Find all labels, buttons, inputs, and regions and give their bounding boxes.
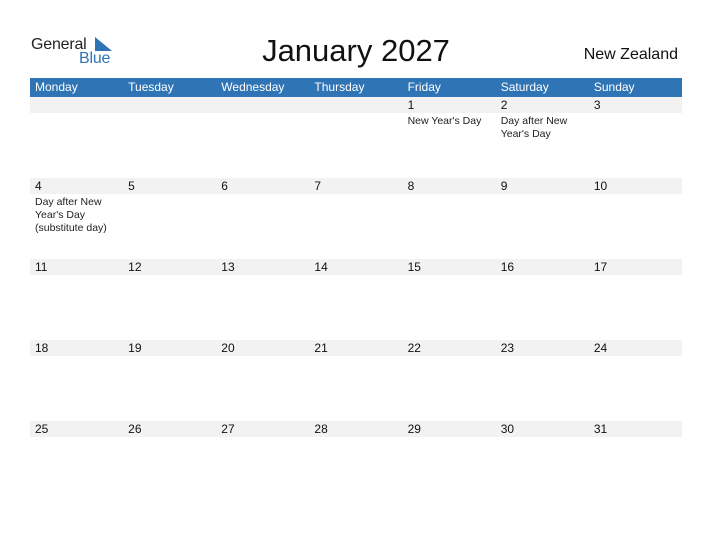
holiday-label: [216, 113, 309, 115]
holiday-label: [589, 113, 682, 115]
day-number: 16: [496, 259, 589, 275]
weekday-saturday: Saturday: [500, 80, 549, 94]
weekday-thursday: Thursday: [314, 80, 365, 94]
day-cell: [216, 259, 309, 340]
day-cell: [403, 421, 496, 502]
holiday-label: [30, 275, 123, 277]
week-row: [30, 259, 682, 340]
week-row: [30, 421, 682, 502]
day-cell: [309, 340, 402, 421]
day-cell: [589, 421, 682, 502]
day-number: 4: [30, 178, 123, 194]
weekday-tuesday: Tuesday: [128, 80, 174, 94]
week-row: [30, 178, 682, 259]
day-number: 28: [309, 421, 402, 437]
day-cell: [216, 421, 309, 502]
day-cell: [403, 97, 496, 178]
day-number: 7: [309, 178, 402, 194]
holiday-label: [216, 356, 309, 358]
day-number: 10: [589, 178, 682, 194]
day-cell: [123, 340, 216, 421]
week-row: [30, 340, 682, 421]
day-cell: [403, 259, 496, 340]
day-cell: [30, 259, 123, 340]
holiday-label: [123, 275, 216, 277]
day-cell: [216, 340, 309, 421]
day-cell: [589, 97, 682, 178]
day-number: 23: [496, 340, 589, 356]
day-cell: [216, 97, 309, 178]
weekday-sunday: Sunday: [593, 80, 635, 94]
weekday-wednesday: Wednesday: [221, 80, 285, 94]
holiday-label: [589, 194, 682, 196]
day-cell: [589, 340, 682, 421]
holiday-label: [123, 437, 216, 439]
day-cell: [123, 421, 216, 502]
day-number: 5: [123, 178, 216, 194]
weekday-header: [30, 78, 682, 97]
day-number: 21: [309, 340, 402, 356]
day-cell: [123, 259, 216, 340]
day-number: 29: [403, 421, 496, 437]
day-cell: [123, 178, 216, 259]
day-cell: [403, 178, 496, 259]
holiday-label: [123, 194, 216, 196]
day-number: 11: [30, 259, 123, 275]
weeks-container: [30, 97, 682, 502]
holiday-label: [30, 113, 123, 115]
country-name: New Zealand: [583, 46, 678, 63]
holiday-label: [403, 437, 496, 439]
holiday-label: [589, 275, 682, 277]
day-number: [123, 97, 216, 113]
day-number: 1: [403, 97, 496, 113]
day-cell: [496, 340, 589, 421]
month-calendar: [30, 78, 682, 502]
day-number: 31: [589, 421, 682, 437]
day-cell: [309, 97, 402, 178]
day-number: 8: [403, 178, 496, 194]
holiday-label: Day after New Year's Day (substitute day): [35, 196, 107, 234]
holiday-label: [309, 437, 402, 439]
day-cell: [589, 259, 682, 340]
day-cell: [589, 178, 682, 259]
day-number: [30, 97, 123, 113]
holiday-label: [403, 275, 496, 277]
holiday-label: New Year's Day: [407, 115, 482, 127]
holiday-label: [403, 356, 496, 358]
holiday-label: [589, 437, 682, 439]
holiday-label: Day after New Year's Day: [500, 115, 568, 140]
day-number: 30: [496, 421, 589, 437]
holiday-label: [589, 356, 682, 358]
day-cell: [123, 97, 216, 178]
day-number: 6: [216, 178, 309, 194]
day-cell: [309, 259, 402, 340]
holiday-label: [123, 356, 216, 358]
day-cell: [403, 340, 496, 421]
day-number: 17: [589, 259, 682, 275]
day-number: 2: [496, 97, 589, 113]
day-number: 27: [216, 421, 309, 437]
day-number: 22: [403, 340, 496, 356]
week-row: [30, 97, 682, 178]
day-cell: [30, 97, 123, 178]
calendar-title: January 2027: [262, 33, 450, 68]
holiday-label: [123, 113, 216, 115]
day-cell: [496, 259, 589, 340]
holiday-label: [496, 275, 589, 277]
day-cell: [216, 178, 309, 259]
holiday-label: [309, 356, 402, 358]
day-cell: [496, 178, 589, 259]
day-cell: [30, 421, 123, 502]
holiday-label: [30, 356, 123, 358]
day-number: 9: [496, 178, 589, 194]
holiday-label: [309, 275, 402, 277]
day-number: 19: [123, 340, 216, 356]
day-number: 12: [123, 259, 216, 275]
logo-text-blue: Blue: [79, 50, 111, 67]
day-cell: [30, 340, 123, 421]
holiday-label: [403, 194, 496, 196]
holiday-label: [496, 356, 589, 358]
day-number: 14: [309, 259, 402, 275]
holiday-label: [309, 113, 402, 115]
day-cell: [309, 178, 402, 259]
holiday-label: [496, 194, 589, 196]
day-cell: [30, 178, 123, 259]
holiday-label: [216, 194, 309, 196]
day-cell: [496, 97, 589, 178]
holiday-label: [216, 275, 309, 277]
day-cell: [309, 421, 402, 502]
holiday-label: [30, 437, 123, 439]
day-number: 26: [123, 421, 216, 437]
day-number: 25: [30, 421, 123, 437]
logo-text-general: General: [31, 36, 87, 53]
day-number: 3: [589, 97, 682, 113]
day-number: 15: [403, 259, 496, 275]
day-number: 24: [589, 340, 682, 356]
holiday-label: [309, 194, 402, 196]
holiday-label: [496, 437, 589, 439]
weekday-monday: Monday: [35, 80, 78, 94]
day-cell: [496, 421, 589, 502]
day-number: [216, 97, 309, 113]
day-number: 20: [216, 340, 309, 356]
day-number: [309, 97, 402, 113]
day-number: 13: [216, 259, 309, 275]
holiday-label: [216, 437, 309, 439]
weekday-friday: Friday: [407, 80, 441, 94]
day-number: 18: [30, 340, 123, 356]
